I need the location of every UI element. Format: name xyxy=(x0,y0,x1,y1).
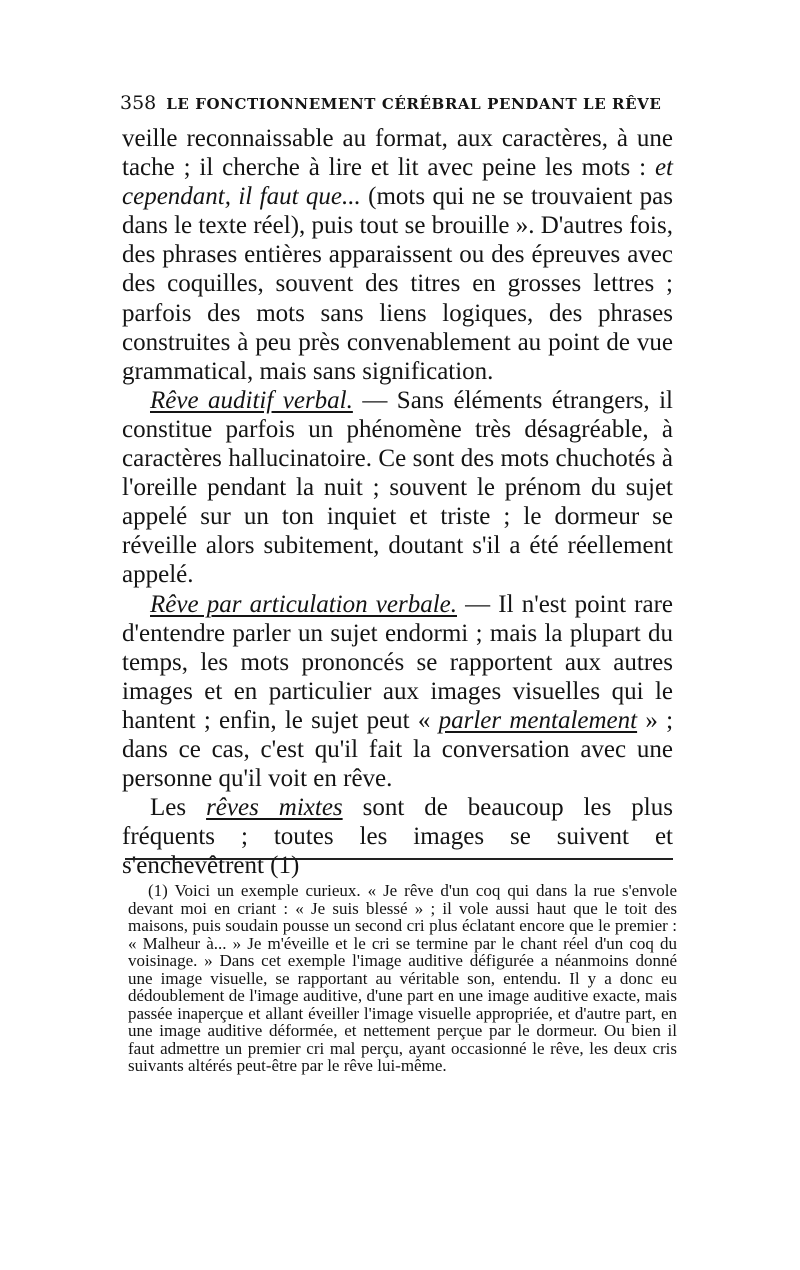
running-title: LE FONCTIONNEMENT CÉRÉBRAL PENDANT LE RÊVE xyxy=(166,95,662,113)
section-heading: Rêve auditif verbal. xyxy=(150,386,353,414)
text-span: — Sans éléments étrangers, il constitue parfois un phénomène très désagréable, à caractères hallucinatoire. Ce sont des mots chuchotés à l'oreille pendant la nuit ; souvent le prénom du sujet appelé sur un ton inquiet et triste ; le dormeur se réveille alors subitement, doutant s'il a été réellement appelé. xyxy=(122,386,673,589)
page-number: 358 xyxy=(120,92,157,114)
running-header xyxy=(120,92,680,114)
italic-phrase: parler mentalement xyxy=(438,706,638,734)
paragraph-continued xyxy=(122,124,673,386)
footnote-divider xyxy=(125,858,673,860)
paragraph-reves-mixtes xyxy=(122,793,673,880)
text-span: Les xyxy=(150,794,207,822)
italic-phrase: rêves mixtes xyxy=(206,794,343,822)
text-span: » ; dans ce cas, c'est qu'il fait la conversation avec une personne qu'il voit en rêve. xyxy=(122,706,674,793)
paragraph-reve-auditif-verbal xyxy=(122,386,673,590)
text-span: sont de beaucoup les plus fréquents ; toutes les images se suivent et s'enchevêtrent (1) xyxy=(122,794,673,880)
text-span: veille reconnaissable au format, aux caractères, à une tache ; il cherche à lire et lit avec peine les mots : xyxy=(122,125,673,182)
text-span: (mots qui ne se trouvaient pas dans le texte réel), puis tout se brouille ». D'autres fois, des phrases entières apparaissent ou des épreuves avec des coquilles, souvent des titres en grosses lettres ; parfois des mots sans liens logiques, des phrases construites à peu près convenablement au point de vue grammatical, mais sans signification. xyxy=(122,183,673,385)
paragraph-reve-articulation-verbale xyxy=(122,590,673,794)
main-text xyxy=(122,124,673,880)
text-span: — Il n'est point rare d'entendre parler un sujet endormi ; mais la plupart du temps, les mots prononcés se rapportent aux autres images et en particulier aux images visuelles qui le hantent ; enfin, le sujet peut « xyxy=(122,590,674,734)
italic-phrase: et cependant, il faut que... xyxy=(122,154,673,211)
footnote: (1) Voici un exemple curieux. « Je rêve d'un coq qui dans la rue s'envole devant moi en criant : « Je suis blessé » ; il vole aussi haut que le toit des maisons, puis soudain pousse un second cri plus éclatant encore que le premier : « Malheur à... » Je m'éveille et le cri se termine par le chant réel d'un coq du voisinage. » Dans cet exemple l'image auditive défigurée a néanmoins donné une image visuelle, se rapportant au véritable son, entendu. Il y a donc eu dédoublement de l'image auditive, d'une part en une image auditive exacte, mais passée inaperçue et allant éveiller l'image visuelle appropriée, et d'autre part, en une image auditive déformée, et nettement perçue par le dormeur. Ou bien il faut admettre un premier cri mal perçu, ayant occasionné le rêve, les deux cris suivants altérés peut-être par le rêve lui-même. xyxy=(128,881,677,1075)
section-heading: Rêve par articulation verbale. xyxy=(150,590,457,618)
